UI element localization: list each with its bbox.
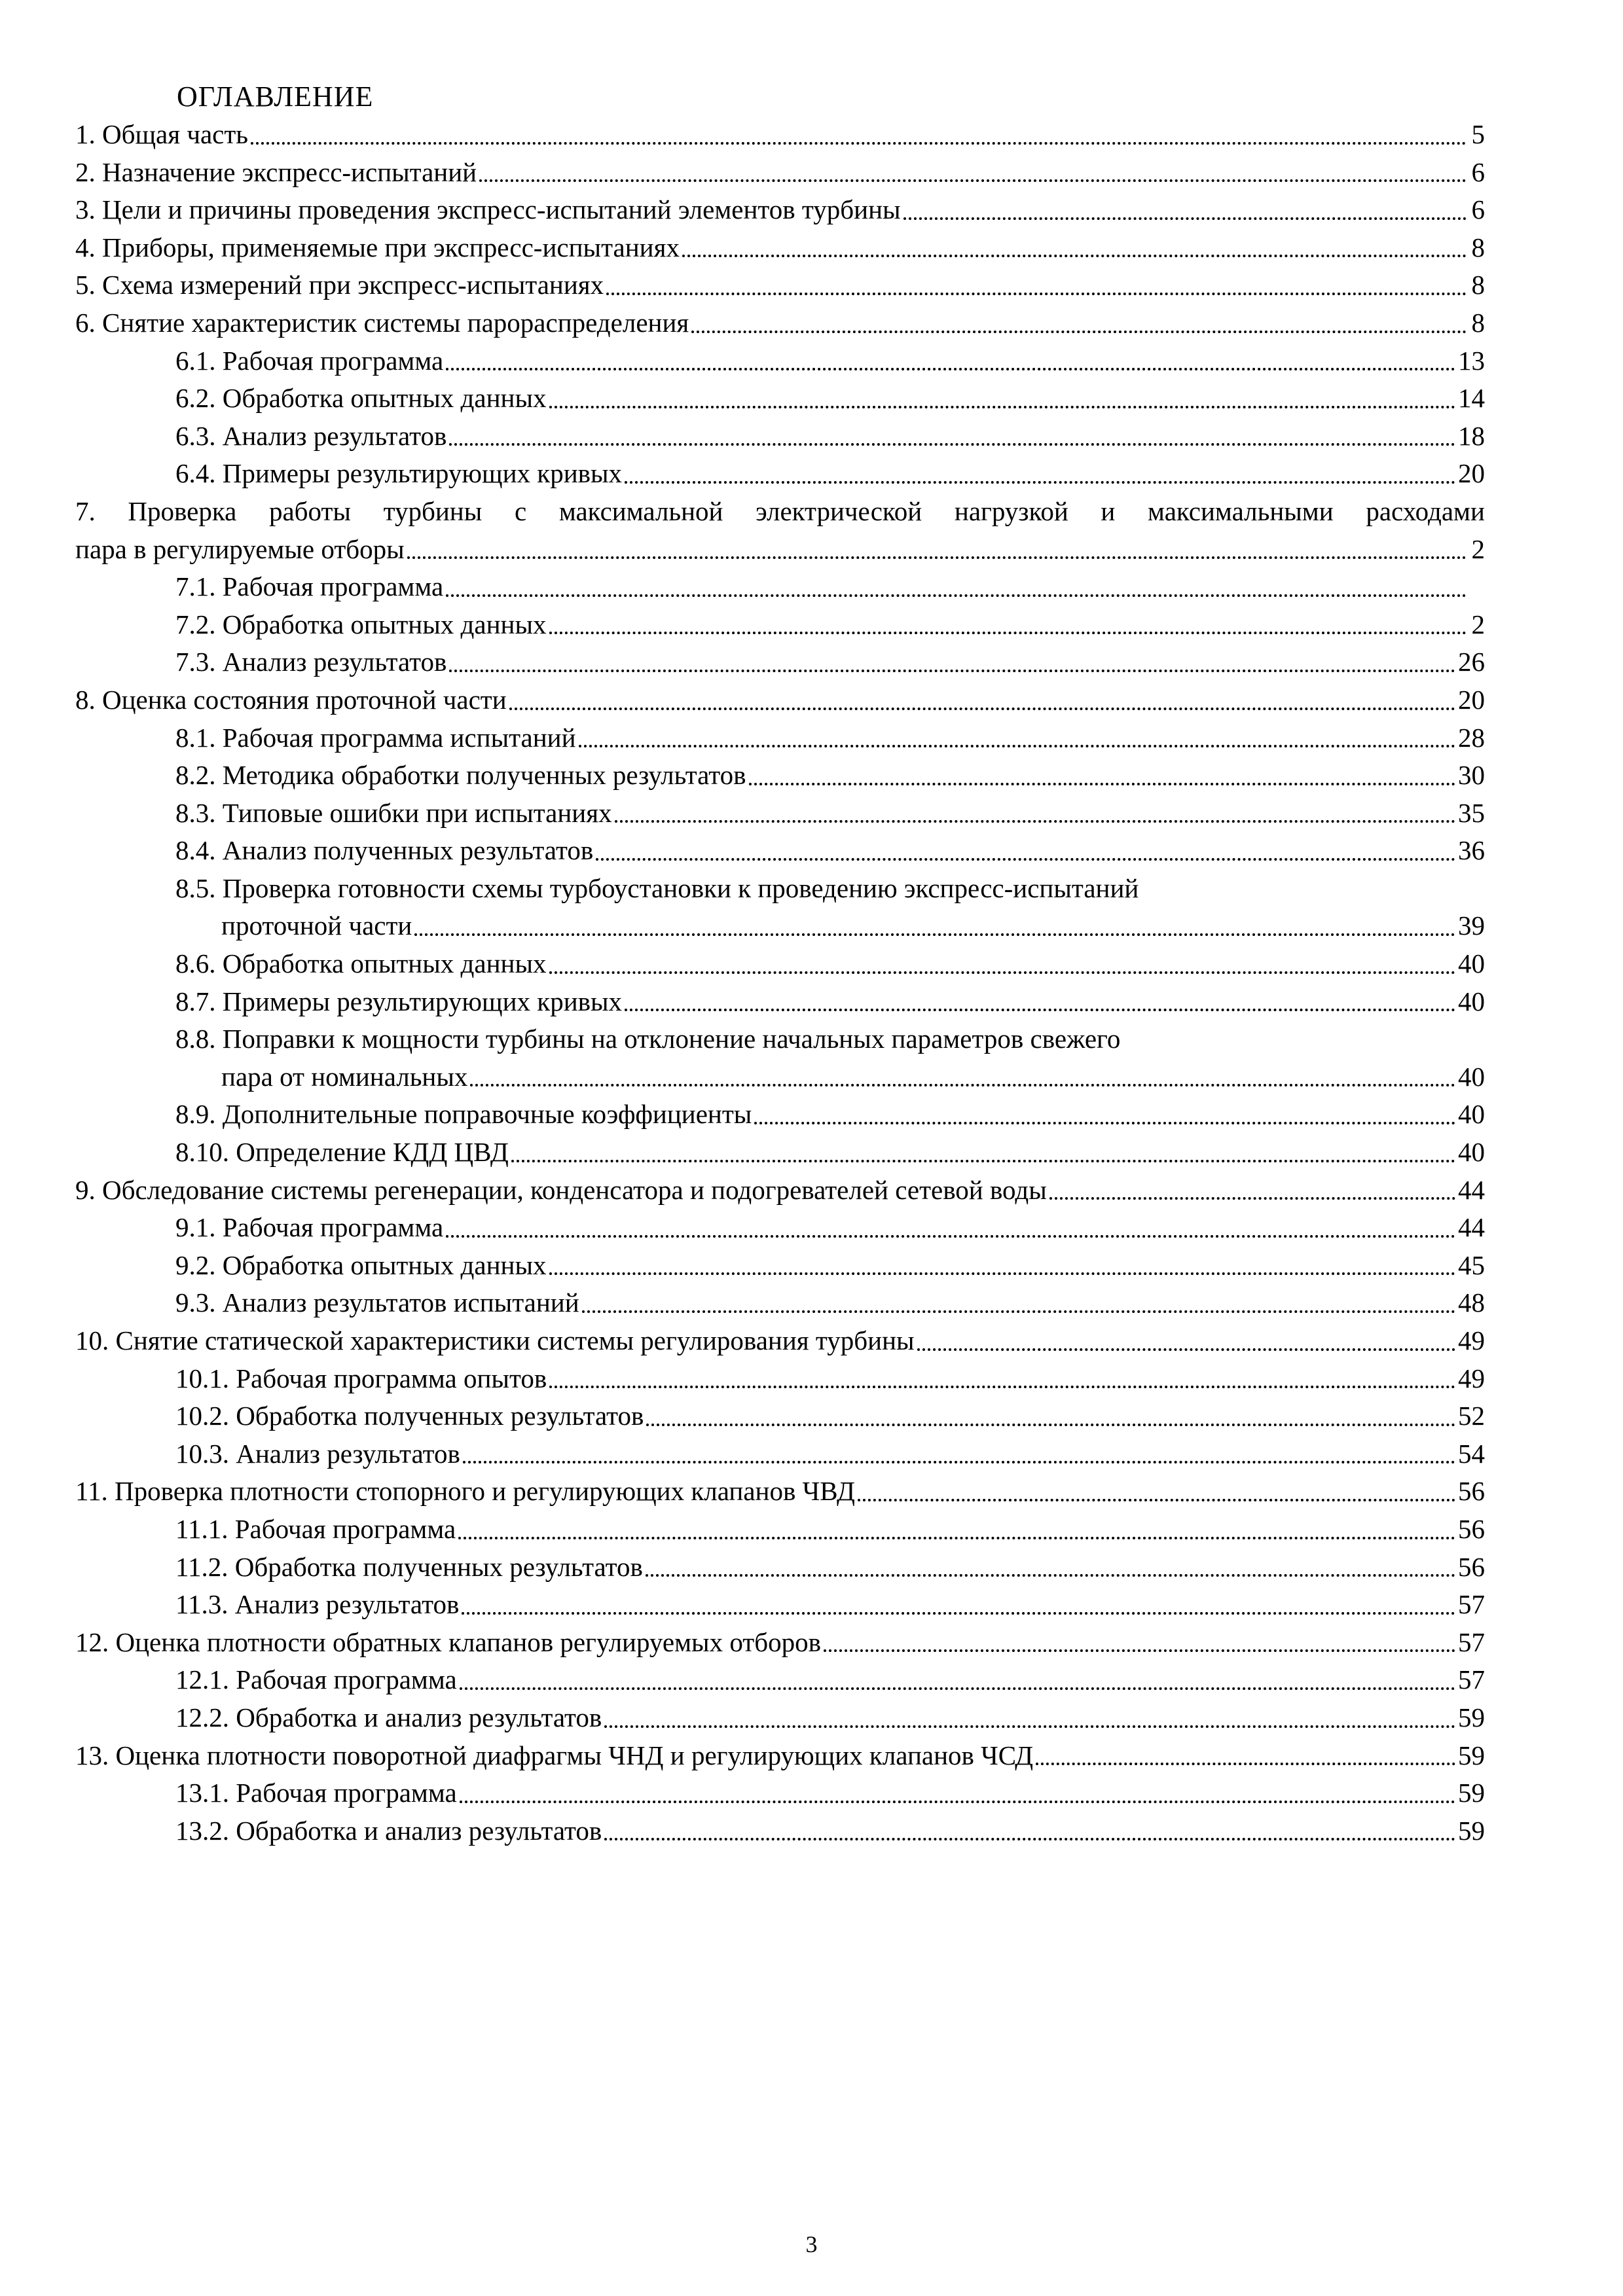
- toc-entry-title: 11.1. Рабочая программа: [175, 1513, 456, 1544]
- toc-entry-heading-line: [75, 493, 1485, 531]
- dot-leader: [824, 1649, 1455, 1652]
- toc-entry-page-number: 20: [1458, 684, 1485, 715]
- dot-leader: [604, 1725, 1455, 1728]
- toc-entry-title: 9. Обследование системы регенерации, конденсатора и подогревателей сетевой воды: [75, 1174, 1047, 1205]
- toc-entry-word: электрической: [756, 495, 922, 526]
- toc-entry-title: 11.3. Анализ результатов: [175, 1589, 460, 1620]
- dot-leader: [460, 1801, 1455, 1803]
- toc-entry-page-number: 2: [1471, 533, 1485, 564]
- dot-leader: [596, 858, 1455, 861]
- toc-entry-title: 11. Проверка плотности стопорного и регулирующих клапанов ЧВД: [75, 1476, 855, 1507]
- toc-subentry[interactable]: [75, 1096, 1485, 1134]
- dot-leader: [446, 1235, 1455, 1238]
- dot-leader: [446, 368, 1455, 370]
- toc-subentry[interactable]: [75, 1812, 1485, 1850]
- toc-subentry[interactable]: [75, 1549, 1485, 1587]
- toc-subentry[interactable]: [75, 643, 1485, 681]
- toc-entry[interactable]: [75, 191, 1485, 229]
- toc-entry-page-number: 56: [1458, 1476, 1485, 1507]
- toc-entry-page-number: 40: [1458, 1137, 1485, 1168]
- toc-entry-title: 9.3. Анализ результатов испытаний: [175, 1287, 579, 1318]
- toc-entry-title: пара в регулируемые отборы: [75, 533, 405, 564]
- dot-leader: [470, 1084, 1455, 1086]
- dot-leader: [407, 556, 1467, 559]
- toc-entry-page-number: 45: [1458, 1249, 1485, 1280]
- dot-leader: [582, 1310, 1455, 1313]
- toc-entry-word: расходами: [1366, 495, 1485, 526]
- toc-entry-page-number: 13: [1458, 345, 1485, 376]
- toc-entry-word: и: [1101, 495, 1116, 526]
- toc-entry[interactable]: [75, 531, 1485, 569]
- toc-entry[interactable]: [75, 1172, 1485, 1210]
- toc-entry-title: 3. Цели и причины проведения экспресс-испытаний элементов турбины: [75, 194, 901, 225]
- toc-subentry[interactable]: [75, 1774, 1485, 1812]
- dot-leader: [549, 971, 1455, 974]
- dot-leader: [449, 670, 1455, 672]
- toc-entry[interactable]: [75, 154, 1485, 192]
- toc-entry-page-number: 18: [1458, 420, 1485, 451]
- toc-entry-title: 6.2. Обработка опытных данных: [175, 383, 547, 414]
- toc-entry-page-number: 30: [1458, 760, 1485, 791]
- toc-entry-title: 8.10. Определение КДД ЦВД: [175, 1137, 509, 1168]
- toc-entry-word: работы: [268, 495, 351, 526]
- toc-subentry[interactable]: [75, 1247, 1485, 1285]
- toc-entry-title: 8.6. Обработка опытных данных: [175, 948, 547, 979]
- toc-entry-page-number: 36: [1458, 835, 1485, 866]
- toc-subentry[interactable]: [75, 1661, 1485, 1699]
- toc-subentry[interactable]: [75, 568, 1485, 606]
- toc-subentry[interactable]: [75, 983, 1485, 1021]
- toc-entry-page-number: 40: [1458, 948, 1485, 979]
- dot-leader: [754, 1122, 1455, 1124]
- toc-entry-page-number: 8: [1471, 307, 1485, 338]
- toc-entry-page-number: 20: [1458, 458, 1485, 489]
- toc-subentry[interactable]: [75, 606, 1485, 644]
- toc-entry-word: турбины: [383, 495, 483, 526]
- dot-leader: [625, 481, 1455, 484]
- toc-entry-page-number: 40: [1458, 1099, 1485, 1130]
- toc-subentry[interactable]: [75, 1586, 1485, 1624]
- toc-entry-title: 13.2. Обработка и анализ результатов: [175, 1815, 602, 1846]
- toc-entry-title: 13.1. Рабочая программа: [175, 1778, 457, 1808]
- toc-entry-page-number: 44: [1458, 1174, 1485, 1205]
- dot-leader: [549, 406, 1455, 408]
- toc-entry-page-number: 59: [1458, 1778, 1485, 1808]
- toc-entry[interactable]: [75, 266, 1485, 304]
- toc-entry-title: 5. Схема измерений при экспресс-испытаниях: [75, 270, 604, 300]
- dot-leader: [509, 708, 1455, 710]
- toc-entry-page-number: 26: [1458, 647, 1485, 677]
- toc-entry-page-number: 56: [1458, 1513, 1485, 1544]
- dot-leader: [691, 331, 1467, 333]
- toc-subentry[interactable]: [75, 1435, 1485, 1473]
- toc-entry-line: 8.8. Поправки к мощности турбины на отклонение начальных параметров свежего: [175, 1024, 1121, 1054]
- toc-subentry[interactable]: [75, 1058, 1485, 1096]
- dot-leader: [460, 1687, 1455, 1690]
- toc-entry-page-number: 14: [1458, 383, 1485, 414]
- toc-entry[interactable]: [75, 1737, 1485, 1775]
- dot-leader: [251, 142, 1467, 145]
- toc-entry-title: 6.3. Анализ результатов: [175, 420, 447, 451]
- toc-entry[interactable]: [75, 1322, 1485, 1360]
- toc-subentry[interactable]: [75, 1284, 1485, 1322]
- toc-entry-title: 8. Оценка состояния проточной части: [75, 684, 507, 715]
- toc-entry-title: 8.9. Дополнительные поправочные коэффициенты: [175, 1099, 752, 1130]
- toc-entry-title: 6.4. Примеры результирующих кривых: [175, 458, 623, 489]
- toc-subentry[interactable]: [75, 418, 1485, 456]
- toc-subentry[interactable]: [75, 455, 1485, 493]
- toc-entry[interactable]: [75, 1473, 1485, 1511]
- toc-subentry[interactable]: [75, 719, 1485, 757]
- dot-leader: [579, 745, 1455, 747]
- toc-entry-page-number: 52: [1458, 1401, 1485, 1431]
- dot-leader: [615, 820, 1455, 823]
- dot-leader: [917, 1348, 1455, 1351]
- toc-entry-title: 2. Назначение экспресс-испытаний: [75, 156, 477, 187]
- toc-entry-title: 10.2. Обработка полученных результатов: [175, 1401, 644, 1431]
- toc-entry-page-number: 59: [1458, 1702, 1485, 1732]
- table-of-contents: [75, 116, 1485, 1850]
- toc-entry-page-number: 35: [1458, 797, 1485, 828]
- toc-entry-title: 8.1. Рабочая программа испытаний: [175, 722, 576, 753]
- toc-entry-title: 6. Снятие характеристик системы парораспределения: [75, 307, 689, 338]
- toc-entry-title: 4. Приборы, применяемые при экспресс-испытаниях: [75, 232, 680, 262]
- dot-leader: [549, 1386, 1455, 1388]
- dot-leader: [462, 1612, 1455, 1615]
- toc-entry-title: 10.1. Рабочая программа опытов: [175, 1363, 547, 1393]
- toc-entry-page-number: 57: [1458, 1626, 1485, 1657]
- toc-entry-title: проточной части: [221, 910, 412, 941]
- toc-entry-page-number: 49: [1458, 1363, 1485, 1393]
- dot-leader: [549, 632, 1467, 634]
- toc-entry-page-number: 2: [1471, 609, 1485, 639]
- toc-entry-word: максимальной: [558, 495, 723, 526]
- toc-subentry[interactable]: [75, 1699, 1485, 1737]
- dot-leader: [858, 1499, 1455, 1501]
- dot-leader: [458, 1537, 1455, 1539]
- toc-entry-title: 8.3. Типовые ошибки при испытаниях: [175, 797, 612, 828]
- toc-entry-title: 11.2. Обработка полученных результатов: [175, 1551, 643, 1582]
- toc-subentry[interactable]: [75, 342, 1485, 380]
- dot-leader: [646, 1574, 1455, 1577]
- toc-entry-title: 6.1. Рабочая программа: [175, 345, 444, 376]
- dot-leader: [479, 179, 1467, 182]
- toc-entry-title: 8.2. Методика обработки полученных результатов: [175, 760, 746, 791]
- toc-subentry[interactable]: [75, 1360, 1485, 1398]
- toc-entry[interactable]: [75, 116, 1485, 154]
- toc-entry-word: нагрузкой: [954, 495, 1068, 526]
- dot-leader: [463, 1461, 1455, 1463]
- toc-entry-title: 10.3. Анализ результатов: [175, 1438, 460, 1469]
- toc-entry-title: 8.4. Анализ полученных результатов: [175, 835, 594, 866]
- toc-entry-title: 7.3. Анализ результатов: [175, 647, 447, 677]
- toc-entry-title: 12.1. Рабочая программа: [175, 1664, 457, 1695]
- dot-leader: [449, 443, 1455, 446]
- dot-leader: [1049, 1197, 1455, 1200]
- toc-entry-title: 9.2. Обработка опытных данных: [175, 1249, 547, 1280]
- toc-entry-title: 8.7. Примеры результирующих кривых: [175, 986, 623, 1016]
- toc-entry-page-number: 48: [1458, 1287, 1485, 1318]
- dot-leader: [646, 1424, 1455, 1426]
- toc-subentry[interactable]: [75, 832, 1485, 870]
- toc-entry-page-number: 59: [1458, 1815, 1485, 1846]
- toc-entry-word: максимальными: [1148, 495, 1334, 526]
- toc-entry-line: 8.5. Проверка готовности схемы турбоустановки к проведению экспресс-испытаний: [175, 872, 1139, 903]
- toc-entry-page-number: 44: [1458, 1212, 1485, 1243]
- toc-subentry[interactable]: [75, 945, 1485, 983]
- toc-entry-page-number: 6: [1471, 194, 1485, 225]
- dot-leader: [682, 255, 1467, 257]
- dot-leader: [903, 217, 1467, 220]
- toc-entry-title: 12.2. Обработка и анализ результатов: [175, 1702, 602, 1732]
- toc-entry-page-number: 39: [1458, 910, 1485, 941]
- toc-entry-page-number: 56: [1458, 1551, 1485, 1582]
- toc-entry-page-number: 57: [1458, 1589, 1485, 1620]
- toc-entry-page-number: 6: [1471, 156, 1485, 187]
- dot-leader: [446, 594, 1467, 597]
- toc-subentry[interactable]: [75, 1209, 1485, 1247]
- toc-subentry[interactable]: [75, 795, 1485, 833]
- toc-entry-title: 13. Оценка плотности поворотной диафрагмы ЧНД и регулирующих клапанов ЧСД: [75, 1740, 1034, 1770]
- toc-entry-page-number: 8: [1471, 232, 1485, 262]
- page-number: 3: [805, 2231, 818, 2257]
- toc-entry[interactable]: [75, 229, 1485, 267]
- dot-leader: [549, 1272, 1455, 1275]
- toc-entry-title: 7.1. Рабочая программа: [175, 571, 444, 602]
- toc-entry[interactable]: [75, 1624, 1485, 1662]
- toc-title: ОГЛАВЛЕНИЕ: [177, 81, 374, 113]
- toc-subentry[interactable]: [75, 1397, 1485, 1435]
- dot-leader: [511, 1160, 1455, 1162]
- toc-entry[interactable]: [75, 304, 1485, 342]
- dot-leader: [1036, 1763, 1455, 1765]
- dot-leader: [749, 783, 1456, 785]
- toc-entry-page-number: 40: [1458, 986, 1485, 1016]
- toc-subentry[interactable]: [75, 907, 1485, 945]
- toc-entry-word: Проверка: [128, 495, 237, 526]
- toc-subentry[interactable]: [75, 757, 1485, 795]
- toc-entry-word: с: [514, 495, 527, 526]
- dot-leader: [606, 293, 1467, 295]
- toc-entry-title: 9.1. Рабочая программа: [175, 1212, 444, 1243]
- toc-entry-title: 12. Оценка плотности обратных клапанов регулируемых отборов: [75, 1626, 821, 1657]
- dot-leader: [414, 933, 1455, 936]
- toc-entry-title: пара от номинальных: [221, 1061, 468, 1092]
- toc-subentry[interactable]: [75, 1511, 1485, 1549]
- toc-subentry[interactable]: [75, 1134, 1485, 1172]
- toc-entry-title: 10. Снятие статической характеристики системы регулирования турбины: [75, 1325, 915, 1355]
- toc-entry-page-number: 40: [1458, 1061, 1485, 1092]
- toc-entry-page-number: 8: [1471, 270, 1485, 300]
- toc-entry-page-number: 28: [1458, 722, 1485, 753]
- toc-entry-page-number: 49: [1458, 1325, 1485, 1355]
- dot-leader: [625, 1009, 1455, 1011]
- toc-entry-page-number: 54: [1458, 1438, 1485, 1469]
- toc-entry-title: 7.2. Обработка опытных данных: [175, 609, 547, 639]
- toc-entry[interactable]: [75, 681, 1485, 719]
- toc-subentry[interactable]: [75, 380, 1485, 418]
- toc-entry-title: 1. Общая часть: [75, 119, 248, 149]
- toc-entry-word: 7.: [75, 495, 96, 526]
- toc-entry-page-number: 57: [1458, 1664, 1485, 1695]
- toc-entry-page-number: 5: [1471, 119, 1485, 149]
- toc-entry-page-number: 59: [1458, 1740, 1485, 1770]
- dot-leader: [604, 1838, 1455, 1840]
